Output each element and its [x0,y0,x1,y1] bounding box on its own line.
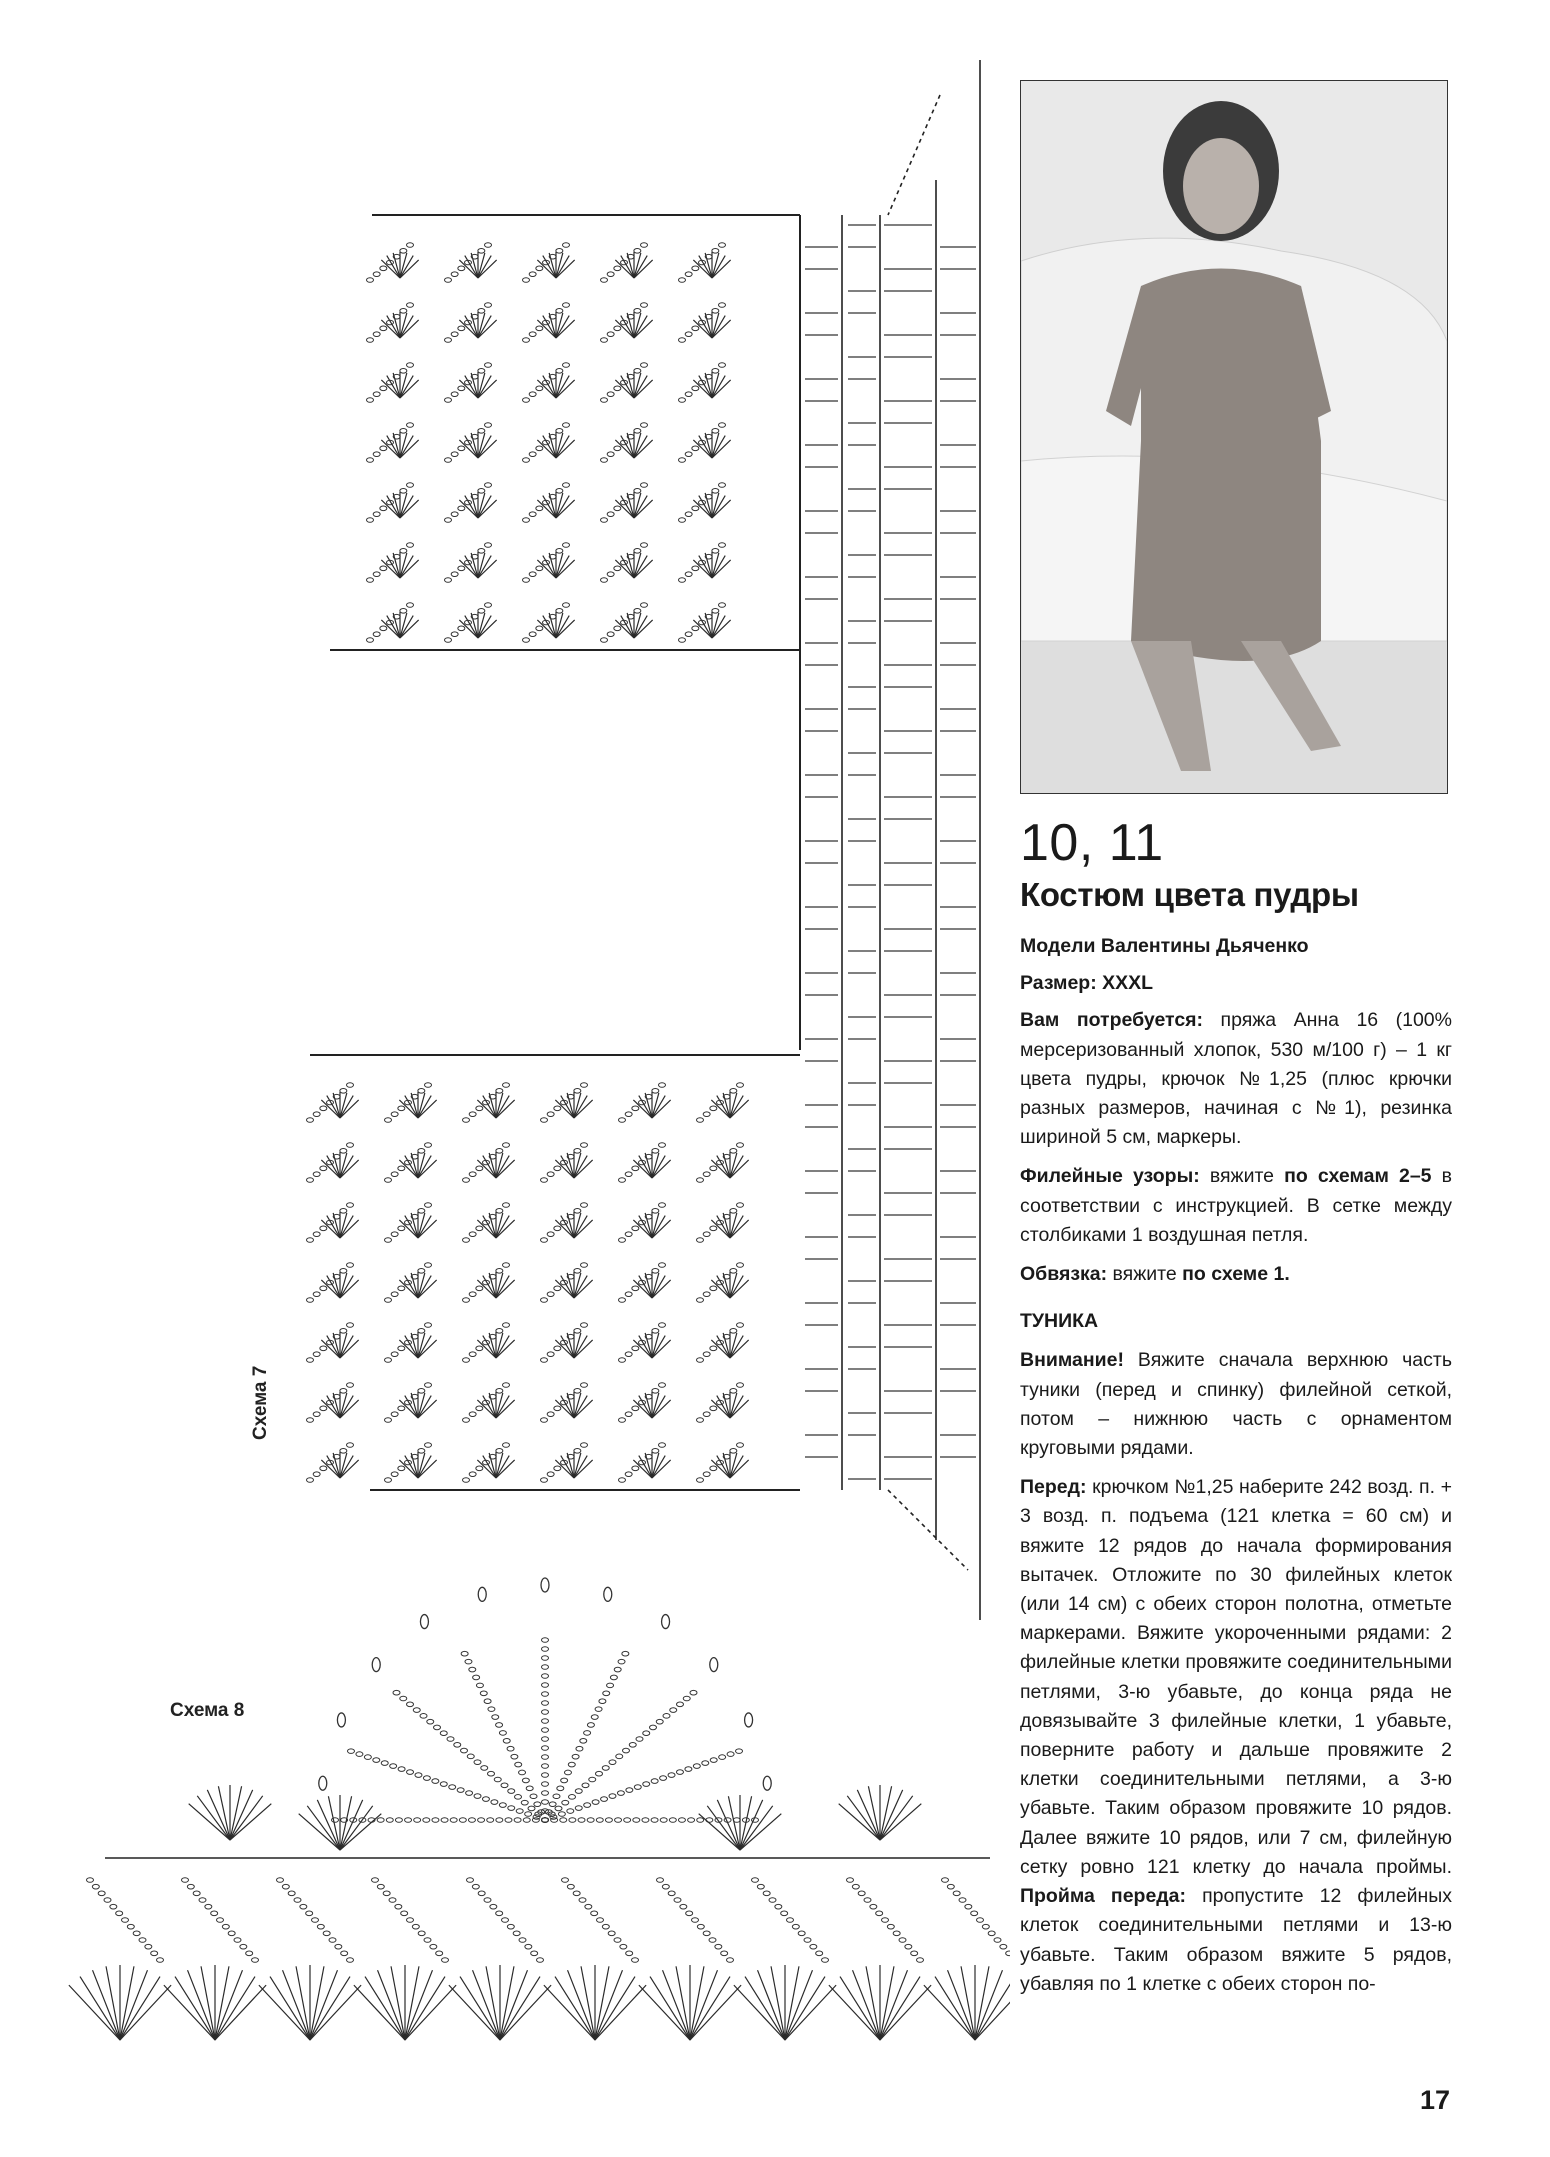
front-paragraph [1020,1473,1452,1999]
edging-mid: вяжите [1107,1263,1183,1286]
photo-woman-seated-on-sofa-icon [1021,81,1447,793]
edging-lead: Обвязка: [1020,1263,1108,1286]
front-text: крючком №1,25 наберите 242 возд. п. + 3 возд. п. подъема (121 клетка = 60 см) и вяжите 12 рядов до начала формирования вытачек. Отложите по 30 филейных клеток (или 14 см) с обеих сторон полотна, отметьте маркерами. Вяжите укороченными рядами: 2 филейные клетки провяжите соединительными петлями, 3-ю убавьте, до конца ряда не довязывайте 3 филейные клетки, 1 убавьте, поверните работу и дальше провяжите 2 клетки соединительными петлями, а 3-ю убавьте. Таким образом провяжите 10 рядов. Далее вяжите 10 рядов, или 7 см, филейную сетку ровно 121 клетку до начала проймы. [1020,1476,1452,1878]
attention-lead: Внимание! [1020,1349,1124,1372]
materials-lead: Вам потребуется: [1020,1009,1204,1032]
schema8-motifs [69,1578,1010,2040]
armhole-lead: Пройма переда: [1020,1885,1187,1908]
front-lead: Перед: [1020,1476,1087,1499]
filet-text: в соответствии с инструкцией. В сетке между столбиками 1 воздушная петля. [1020,1165,1452,1246]
model-photo [1020,80,1448,794]
filet-bold: по схемам 2–5 [1284,1165,1432,1188]
schema8-label: Схема 8 [170,1700,245,1721]
article-title: Костюм цвета пудры [1020,876,1359,913]
materials-paragraph [1020,1006,1452,1152]
schema7-motifs [307,243,749,1483]
schema7-lower-block [310,1055,800,1490]
filet-columns [842,60,980,1620]
article-number: 10, 11 [1020,814,1164,872]
filet-paragraph [1020,1162,1452,1250]
filet-rungs [805,225,976,1479]
article-text [1020,812,1452,2009]
schema7-label: Схема 7 [250,1365,271,1440]
attention-paragraph [1020,1346,1452,1463]
filet-mid: вяжите [1199,1165,1285,1188]
page-number: 17 [1420,2085,1451,2115]
author-line: Модели Валентины Дьяченко [1020,935,1309,957]
filet-lead: Филейные узоры: [1020,1165,1200,1188]
armhole-text: пропустите 12 филейных клеток соединительными петлями и 13-ю убавьте. Таким образом вяжите 5 рядов, убавляя по 1 клетке с обеих сторон по- [1020,1885,1452,1995]
edging-paragraph [1020,1260,1452,1289]
size-line: Размер: XXXL [1020,972,1154,995]
edging-bold: по схеме 1. [1182,1263,1290,1286]
attention-text: Вяжите сначала верхнюю часть туники (перед и спинку) филейной сеткой, потом – нижнюю часть с орнаментом круговыми рядами. [1020,1349,1452,1460]
section-title: ТУНИКА [1020,1310,1099,1333]
materials-text: пряжа Анна 16 (100% мерсеризованный хлопок, 530 м/100 г) – 1 кг цвета пудры, крючок №1,25 (плюс крючки разных размеров, начиная с №1), резинка шириной 5 см, маркеры. [1020,1009,1452,1149]
